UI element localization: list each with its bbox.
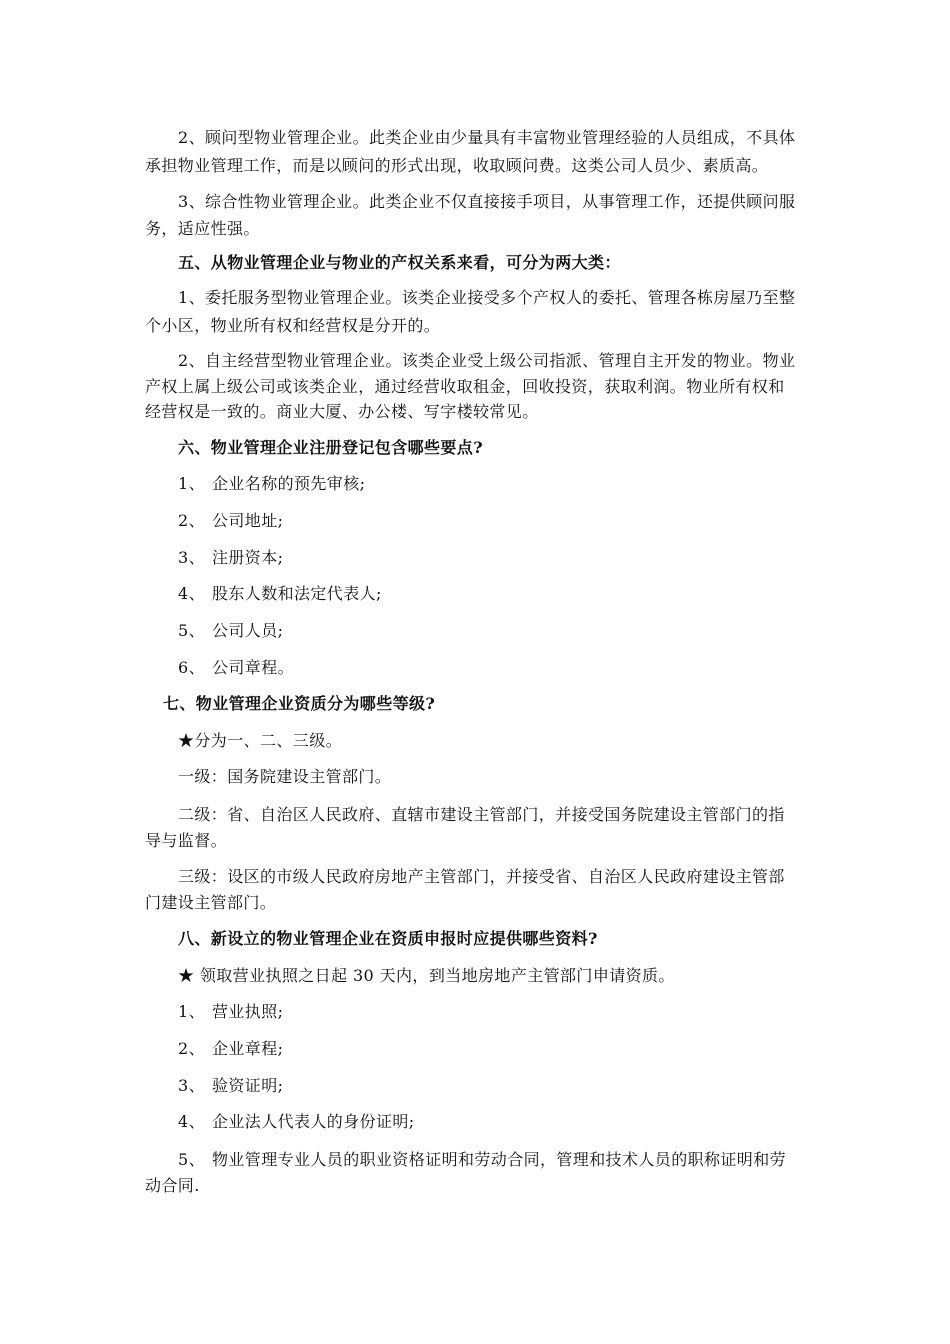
list-text: 股东人数和法定代表人; — [212, 584, 382, 603]
paragraph-consultant-type-line-2: 承担物业管理工作，而是以顾问的形式出现，收取顾问费。这类公司人员少、素质高。 — [145, 156, 769, 175]
list-text: 企业法人代表人的身份证明; — [212, 1112, 415, 1131]
level-three-line-2: 门建设主管部门。 — [145, 893, 277, 912]
list-text: 公司人员; — [212, 621, 284, 640]
heading-section-6: 六、物业管理企业注册登记包含哪些要点? — [178, 438, 483, 457]
heading-section-5: 五、从物业管理企业与物业的产权关系来看，可分为两大类： — [178, 253, 621, 272]
note-three-levels: ★分为一、二、三级。 — [178, 731, 343, 750]
list-item — [178, 511, 283, 531]
list-text: 企业名称的预先审核; — [212, 474, 366, 493]
list-number: 5、 — [178, 1150, 205, 1169]
list-number: 2、 — [178, 1039, 205, 1058]
list-item — [178, 621, 283, 641]
list-item — [178, 658, 294, 678]
list-item — [178, 584, 382, 604]
list-number: 4、 — [178, 1112, 205, 1131]
level-one-text: 一级：国务院建设主管部门。 — [178, 767, 392, 786]
paragraph-entrusted-service-line-1: 1、委托服务型物业管理企业。该类企业接受多个产权人的委托、管理各栋房屋乃至整 — [178, 288, 796, 307]
paragraph-self-operated-line-1: 2、自主经营型物业管理企业。该类企业受上级公司指派、管理自主开发的物业。物业 — [178, 351, 796, 370]
list-number: 3、 — [178, 548, 205, 567]
paragraph-comprehensive-type-line-1: 3、综合性物业管理企业。此类企业不仅直接接手项目，从事管理工作，还提供顾问服 — [178, 192, 796, 211]
list-item — [178, 1076, 283, 1096]
list-number: 6、 — [178, 658, 205, 677]
list-text: 公司地址; — [212, 511, 284, 530]
list-text: 营业执照; — [212, 1002, 284, 1021]
list-item — [178, 1039, 283, 1059]
list-text: 验资证明; — [212, 1076, 284, 1095]
list-text: 公司章程。 — [212, 658, 295, 677]
list-item-continuation: 动合同. — [145, 1176, 200, 1195]
list-item — [178, 1002, 283, 1022]
list-number: 1、 — [178, 1002, 205, 1021]
list-item — [178, 1112, 415, 1132]
list-text: 企业章程; — [212, 1039, 284, 1058]
heading-section-7: 七、物业管理企业资质分为哪些等级? — [163, 694, 436, 713]
heading-section-8: 八、新设立的物业管理企业在资质申报时应提供哪些资料? — [178, 929, 598, 948]
list-number: 2、 — [178, 511, 205, 530]
list-item — [178, 474, 365, 494]
level-two-line-1: 二级：省、自治区人民政府、直辖市建设主管部门，并接受国务院建设主管部门的指 — [178, 805, 785, 824]
paragraph-self-operated-line-3: 经营权是一致的。商业大厦、办公楼、写字楼较常见。 — [145, 402, 539, 421]
paragraph-entrusted-service-line-2: 个小区，物业所有权和经营权是分开的。 — [145, 316, 441, 335]
paragraph-self-operated-line-2: 产权上属上级公司或该类企业，通过经营收取租金，回收投资，获取利润。物业所有权和 — [145, 377, 785, 396]
list-item — [178, 1150, 786, 1170]
note-application-deadline: ★ 领取营业执照之日起 30 天内，到当地房地产主管部门申请资质。 — [178, 966, 675, 985]
list-item — [178, 548, 283, 568]
list-number: 5、 — [178, 621, 205, 640]
list-text: 注册资本; — [212, 548, 284, 567]
level-three-line-1: 三级：设区的市级人民政府房地产主管部门，并接受省、自治区人民政府建设主管部 — [178, 867, 785, 886]
list-text: 物业管理专业人员的职业资格证明和劳动合同，管理和技术人员的职称证明和劳 — [212, 1150, 787, 1169]
paragraph-comprehensive-type-line-2: 务，适应性强。 — [145, 219, 260, 238]
list-number: 3、 — [178, 1076, 205, 1095]
paragraph-consultant-type-line-1: 2、顾问型物业管理企业。此类企业由少量具有丰富物业管理经验的人员组成，不具体 — [178, 128, 796, 147]
list-number: 1、 — [178, 474, 205, 493]
list-number: 4、 — [178, 584, 205, 603]
level-two-line-2: 导与监督。 — [145, 831, 228, 850]
